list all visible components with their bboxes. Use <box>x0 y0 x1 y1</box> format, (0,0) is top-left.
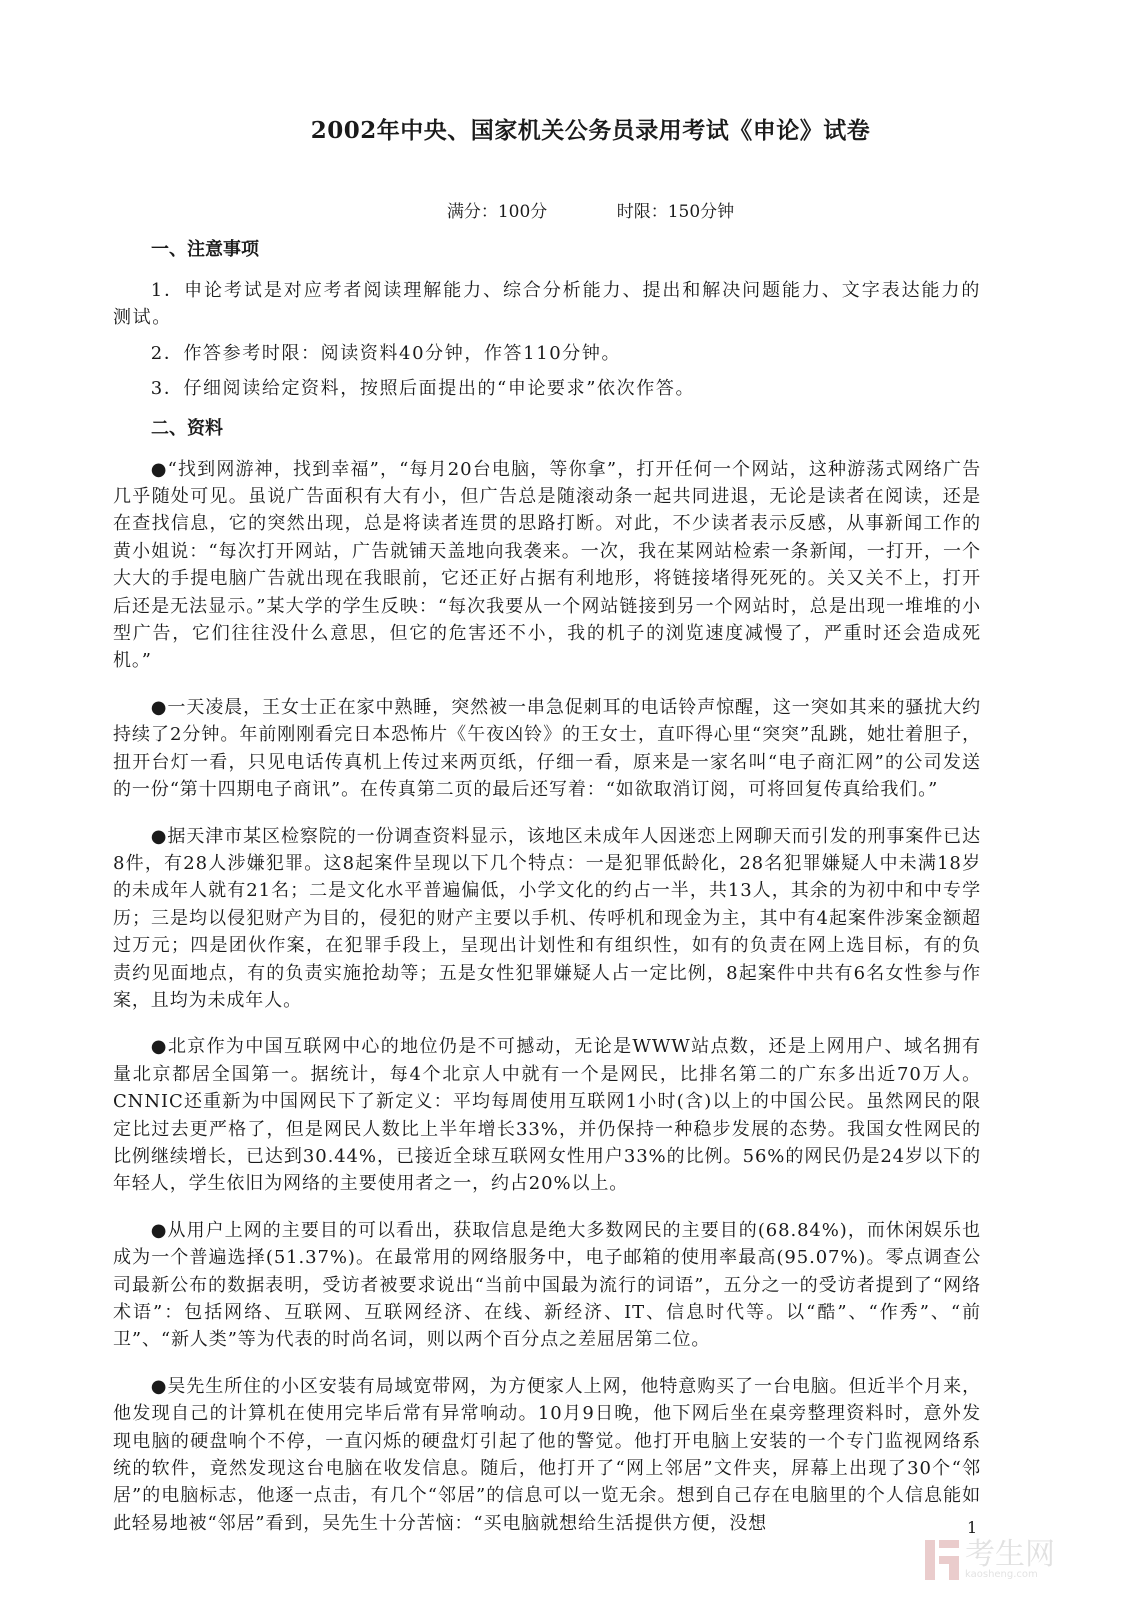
time-limit: 时限：150分钟 <box>616 202 735 222</box>
material-paragraph: ●吴先生所住的小区安装有局域宽带网，为方便家人上网，他特意购买了一台电脑。但近半个月来，他发现自己的计算机在使用完毕后常有异常响动。10月9日晚，他下网后坐在桌旁整理资料时，意外发现电脑的硬盘响个不停，一直闪烁的硬盘灯引起了他的警觉。他打开电脑上安装的一个专门监视网络系统的软件，竟然发现这台电脑在收发信息。随后，他打开了“网上邻居”文件夹，屏幕上出现了30个“邻居”的电脑标志，他逐一点击，有几个“邻居”的信息可以一览无余。想到自己存在电脑里的个人信息能如此轻易地被“邻居”看到，吴先生十分苦恼：“买电脑就想给生活提供方便，没想 <box>113 1375 981 1534</box>
section-heading-notes: 一、注意事项 <box>151 239 259 260</box>
note-item: 1．申论考试是对应考者阅读理解能力、综合分析能力、提出和解决问题能力、文字表达能力的测试。 <box>113 280 981 329</box>
material-paragraph: ●从用户上网的主要目的可以看出，获取信息是绝大多数网民的主要目的(68.84%)，而休闲娱乐也成为一个普遍选择(51.37%)。在最常用的网络服务中，电子邮箱的使用率最高(95.07%)。零点调查公司最新公布的数据表明，受访者被要求说出“当前中国最为流行的词语”，五分之一的受访者提到了“网络术语”：包括网络、互联网、互联网经济、在线、新经济、IT、信息时代等。以“酷”、“作秀”、“前卫”、“新人类”等为代表的时尚名词，则以两个百分点之差屈居第二位。 <box>113 1219 981 1351</box>
page-title: 2002年中央、国家机关公务员录用考试《申论》试卷 <box>310 117 871 144</box>
material-paragraph: ●“找到网游神，找到幸福”，“每月20台电脑，等你拿”，打开任何一个网站，这种游荡式网络广告几乎随处可见。虽说广告面积有大有小，但广告总是随滚动条一起共同进退，无论是读者在阅读，还是在查找信息，它的突然出现，总是将读者连贯的思路打断。对此，不少读者表示反感，从事新闻工作的黄小姐说：“每次打开网站，广告就铺天盖地向我袭来。一次，我在某网站检索一条新闻，一打开，一个大大的手提电脑广告就出现在我眼前，它还正好占据有利地形，将链接堵得死死的。关又关不上，打开后还是无法显示。”某大学的学生反映：“每次我要从一个网站链接到另一个网站时，总是出现一堆堆的小型广告，它们往往没什么意思，但它的危害还不小，我的机子的浏览速度减慢了，严重时还会造成死机。” <box>113 458 981 672</box>
watermark-logo-icon <box>925 1540 959 1580</box>
document-body <box>113 236 981 1556</box>
watermark-text: 考生网 <box>965 1537 1055 1572</box>
note-item: 2．作答参考时限：阅读资料40分钟，作答110分钟。 <box>150 342 622 364</box>
page-number: 1 <box>967 1518 978 1537</box>
material-paragraph: ●一天凌晨，王女士正在家中熟睡，突然被一串急促刺耳的电话铃声惊醒，这一突如其来的骚扰大约持续了2分钟。年前刚刚看完日本恐怖片《午夜凶铃》的王女士，直吓得心里“突突”乱跳，她壮着胆子，扭开台灯一看，只见电话传真机上传过来两页纸，仔细一看，原来是一家名叫“电子商汇网”的公司发送的一份“第十四期电子商讯”。在传真第二页的最后还写着：“如欲取消订阅，可将回复传真给我们。” <box>113 696 981 801</box>
full-score: 满分：100分 <box>446 202 548 222</box>
note-item: 3．仔细阅读给定资料，按照后面提出的“申论要求”依次作答。 <box>150 378 696 400</box>
material-paragraph: ●据天津市某区检察院的一份调查资料显示，该地区未成年人因迷恋上网聊天而引发的刑事案件已达8件，有28人涉嫌犯罪。这8起案件呈现以下几个特点：一是犯罪低龄化，28名犯罪嫌疑人中未满18岁的未成年人就有21名；二是文化水平普遍偏低，小学文化的约占一半，共13人，其余的为初中和中专学历；三是均以侵犯财产为目的，侵犯的财产主要以手机、传呼机和现金为主，其中有4起案件涉案金额超过万元；四是团伙作案，在犯罪手段上，呈现出计划性和有组织性，如有的负责在网上选目标，有的负责约见面地点，有的负责实施抢劫等；五是女性犯罪嫌疑人占一定比例，8起案件中共有6名女性参与作案，且均为未成年人。 <box>113 825 981 1011</box>
exam-meta <box>113 197 1068 222</box>
watermark <box>925 1530 1125 1590</box>
watermark-url: kaosheng.com <box>965 1569 1038 1580</box>
section-heading-materials: 二、资料 <box>151 417 223 439</box>
material-paragraph: ●北京作为中国互联网中心的地位仍是不可撼动，无论是WWW站点数，还是上网用户、域名拥有量北京都居全国第一。据统计，每4个北京人中就有一个是网民，比排名第二的广东多出近70万人。CNNIC还重新为中国网民下了新定义：平均每周使用互联网1小时(含)以上的中国公民。虽然网民的限定比过去更严格了，但是网民人数比上半年增长33%，并仍保持一种稳步发展的态势。我国女性网民的比例继续增长，已达到30.44%，已接近全球互联网女性用户33%的比例。56%的网民仍是24岁以下的年轻人，学生依旧为网络的主要使用者之一，约占20%以上。 <box>113 1036 981 1195</box>
